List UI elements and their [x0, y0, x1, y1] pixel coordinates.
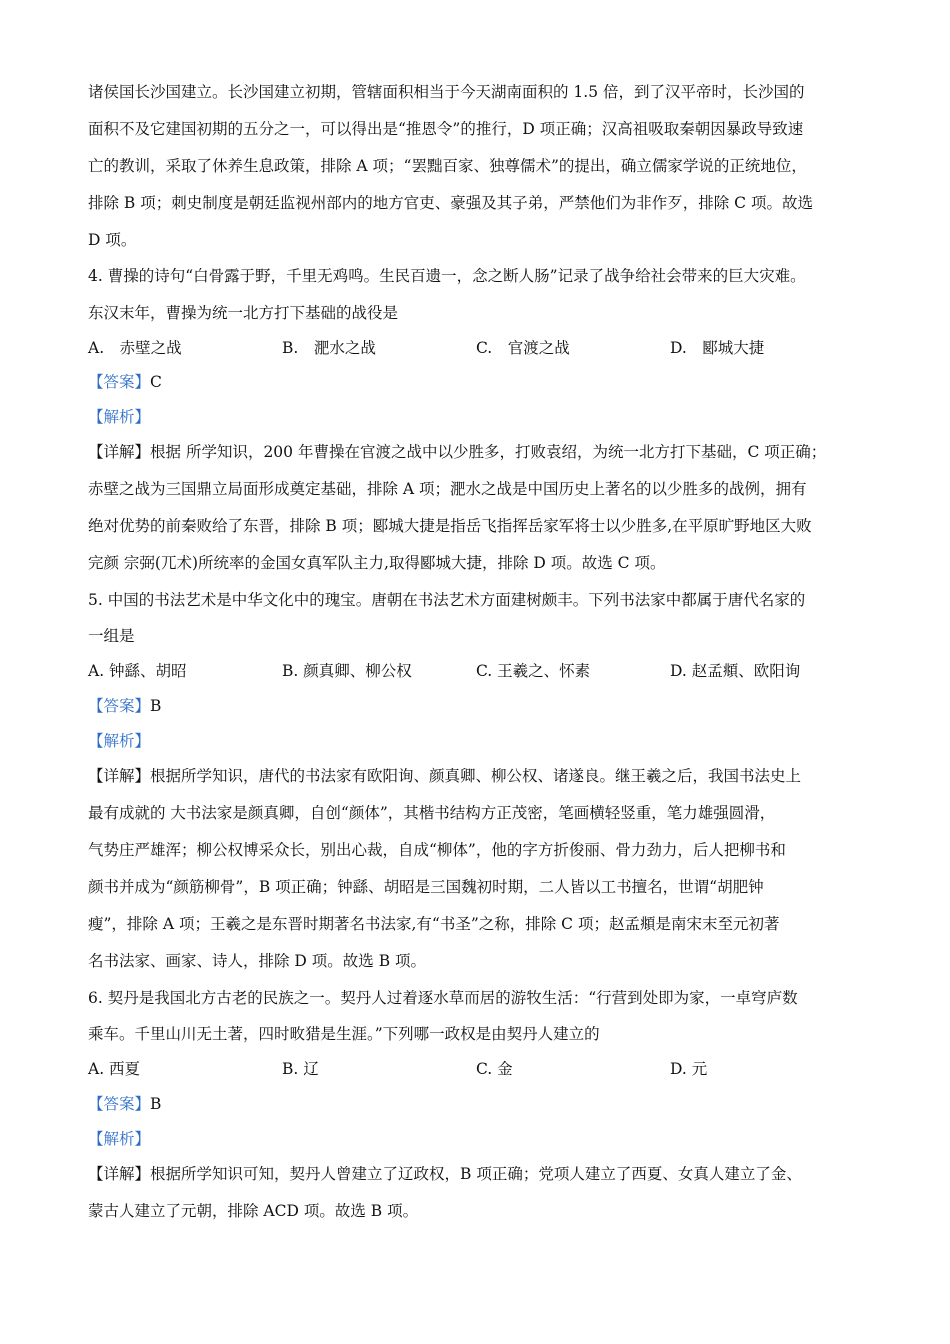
answer-tag: 【答案】 — [88, 1095, 151, 1113]
answer-tag: 【答案】 — [88, 373, 151, 391]
q4-detail-line: 绝对优势的前秦败给了东晋，排除 B 项；郾城大捷是指岳飞指挥岳家军将士以少胜多,在平原旷野地区大败 — [88, 517, 812, 535]
q6-detail-line — [88, 1162, 878, 1186]
q5-detail-text: 根据所学知识，唐代的书法家有欧阳询、颜真卿、柳公权、诸遂良。继王羲之后，我国书法史上 — [150, 767, 802, 785]
detail-tag: 【详解】 — [88, 767, 151, 785]
q6-analysis-heading — [88, 1127, 878, 1151]
q4-stem-line: 4. 曹操的诗句“白骨露于野，千里无鸡鸣。生民百遗一，念之断人肠”记录了战争给社会带来的巨大灾难。 — [88, 267, 806, 285]
q4-analysis-heading — [88, 405, 878, 429]
q6-stem-line: 6. 契丹是我国北方古老的民族之一。契丹人过着逐水草而居的游牧生活：“行营到处即为家，一卓穹庐数 — [88, 989, 798, 1007]
q6-answer-value: B — [150, 1095, 162, 1113]
q6-stem-line: 乘车。千里山川无土著，四时畋猎是生涯。”下列哪一政权是由契丹人建立的 — [88, 1025, 600, 1043]
q5-answer-value: B — [150, 697, 162, 715]
q4-option-a: A. 赤壁之战 — [88, 339, 182, 357]
q5-detail-line: 名书法家、画家、诗人，排除 D 项。故选 B 项。 — [88, 952, 427, 970]
prev-analysis-line: 排除 B 项；刺史制度是朝廷监视州部内的地方官吏、豪强及其子弟，严禁他们为非作歹，排除 C 项。故选 — [88, 194, 813, 212]
q4-answer-value: C — [150, 373, 162, 391]
q5-answer — [88, 694, 878, 718]
q5-option-a: A. 钟繇、胡昭 — [88, 662, 187, 680]
q5-option-b: B. 颜真卿、柳公权 — [282, 662, 412, 680]
q5-detail-line: 最有成就的 大书法家是颜真卿，自创“颜体”，其楷书结构方正茂密，笔画横轻竖重，笔力雄强圆滑， — [88, 804, 776, 822]
q4-answer — [88, 370, 878, 394]
detail-tag: 【详解】 — [88, 443, 151, 461]
q5-detail-line — [88, 764, 878, 788]
q4-stem-line: 东汉末年，曹操为统一北方打下基础的战役是 — [88, 304, 399, 322]
q5-option-c: C. 王羲之、怀素 — [476, 662, 591, 680]
q5-detail-line: 颜书并成为“颜筋柳骨”，B 项正确；钟繇、胡昭是三国魏初时期，二人皆以工书擅名，世谓“胡肥钟 — [88, 878, 764, 896]
q4-detail-line — [88, 440, 878, 464]
q5-detail-line: 气势庄严雄浑；柳公权博采众长，别出心裁，自成“柳体”，他的字方折俊丽、骨力劲力，后人把柳书和 — [88, 841, 786, 859]
q4-option-c: C. 官渡之战 — [476, 339, 570, 357]
q4-option-d: D. 郾城大捷 — [670, 339, 765, 357]
detail-tag: 【详解】 — [88, 1165, 151, 1183]
q6-option-d: D. 元 — [670, 1060, 708, 1078]
q5-stem-line: 一组是 — [88, 627, 135, 645]
answer-tag: 【答案】 — [88, 697, 151, 715]
q5-detail-line: 瘦”，排除 A 项；王羲之是东晋时期著名书法家,有“书圣”之称，排除 C 项；赵孟頫是南宋末至元初著 — [88, 915, 780, 933]
analysis-tag: 【解析】 — [88, 408, 151, 426]
q6-option-c: C. 金 — [476, 1060, 513, 1078]
analysis-tag: 【解析】 — [88, 732, 151, 750]
q4-option-b: B. 淝水之战 — [282, 339, 376, 357]
q6-answer — [88, 1092, 878, 1116]
prev-analysis-line: D 项。 — [88, 231, 137, 249]
q6-option-a: A. 西夏 — [88, 1060, 141, 1078]
q6-detail-text: 根据所学知识可知，契丹人曾建立了辽政权，B 项正确；党项人建立了西夏、女真人建立了金、 — [150, 1165, 802, 1183]
q4-detail-line: 完颜 宗弼(兀术)所统率的金国女真军队主力,取得郾城大捷，排除 D 项。故选 C 项。 — [88, 554, 666, 572]
q5-stem-line: 5. 中国的书法艺术是中华文化中的瑰宝。唐朝在书法艺术方面建树颇丰。下列书法家中都属于唐代名家的 — [88, 591, 806, 609]
q5-analysis-heading — [88, 729, 878, 753]
q5-option-d: D. 赵孟頫、欧阳询 — [670, 662, 801, 680]
q6-detail-line: 蒙古人建立了元朝，排除 ACD 项。故选 B 项。 — [88, 1202, 419, 1220]
prev-analysis-line: 面积不及它建国初期的五分之一，可以得出是“推恩令”的推行，D 项正确；汉高祖吸取秦朝因暴政导致速 — [88, 120, 804, 138]
analysis-tag: 【解析】 — [88, 1130, 151, 1148]
q6-option-b: B. 辽 — [282, 1060, 319, 1078]
prev-analysis-line: 诸侯国长沙国建立。长沙国建立初期，管辖面积相当于今天湖南面积的 1.5 倍，到了汉平帝时，长沙国的 — [88, 83, 805, 101]
prev-analysis-line: 亡的教训，采取了休养生息政策，排除 A 项；“罢黜百家、独尊儒术”的提出，确立儒家学说的正统地位， — [88, 157, 807, 175]
q4-detail-line: 赤壁之战为三国鼎立局面形成奠定基础，排除 A 项；淝水之战是中国历史上著名的以少胜多的战例，拥有 — [88, 480, 807, 498]
q4-detail-text: 根据 所学知识，200 年曹操在官渡之战中以少胜多，打败袁绍，为统一北方打下基础，C 项正确； — [150, 443, 827, 461]
